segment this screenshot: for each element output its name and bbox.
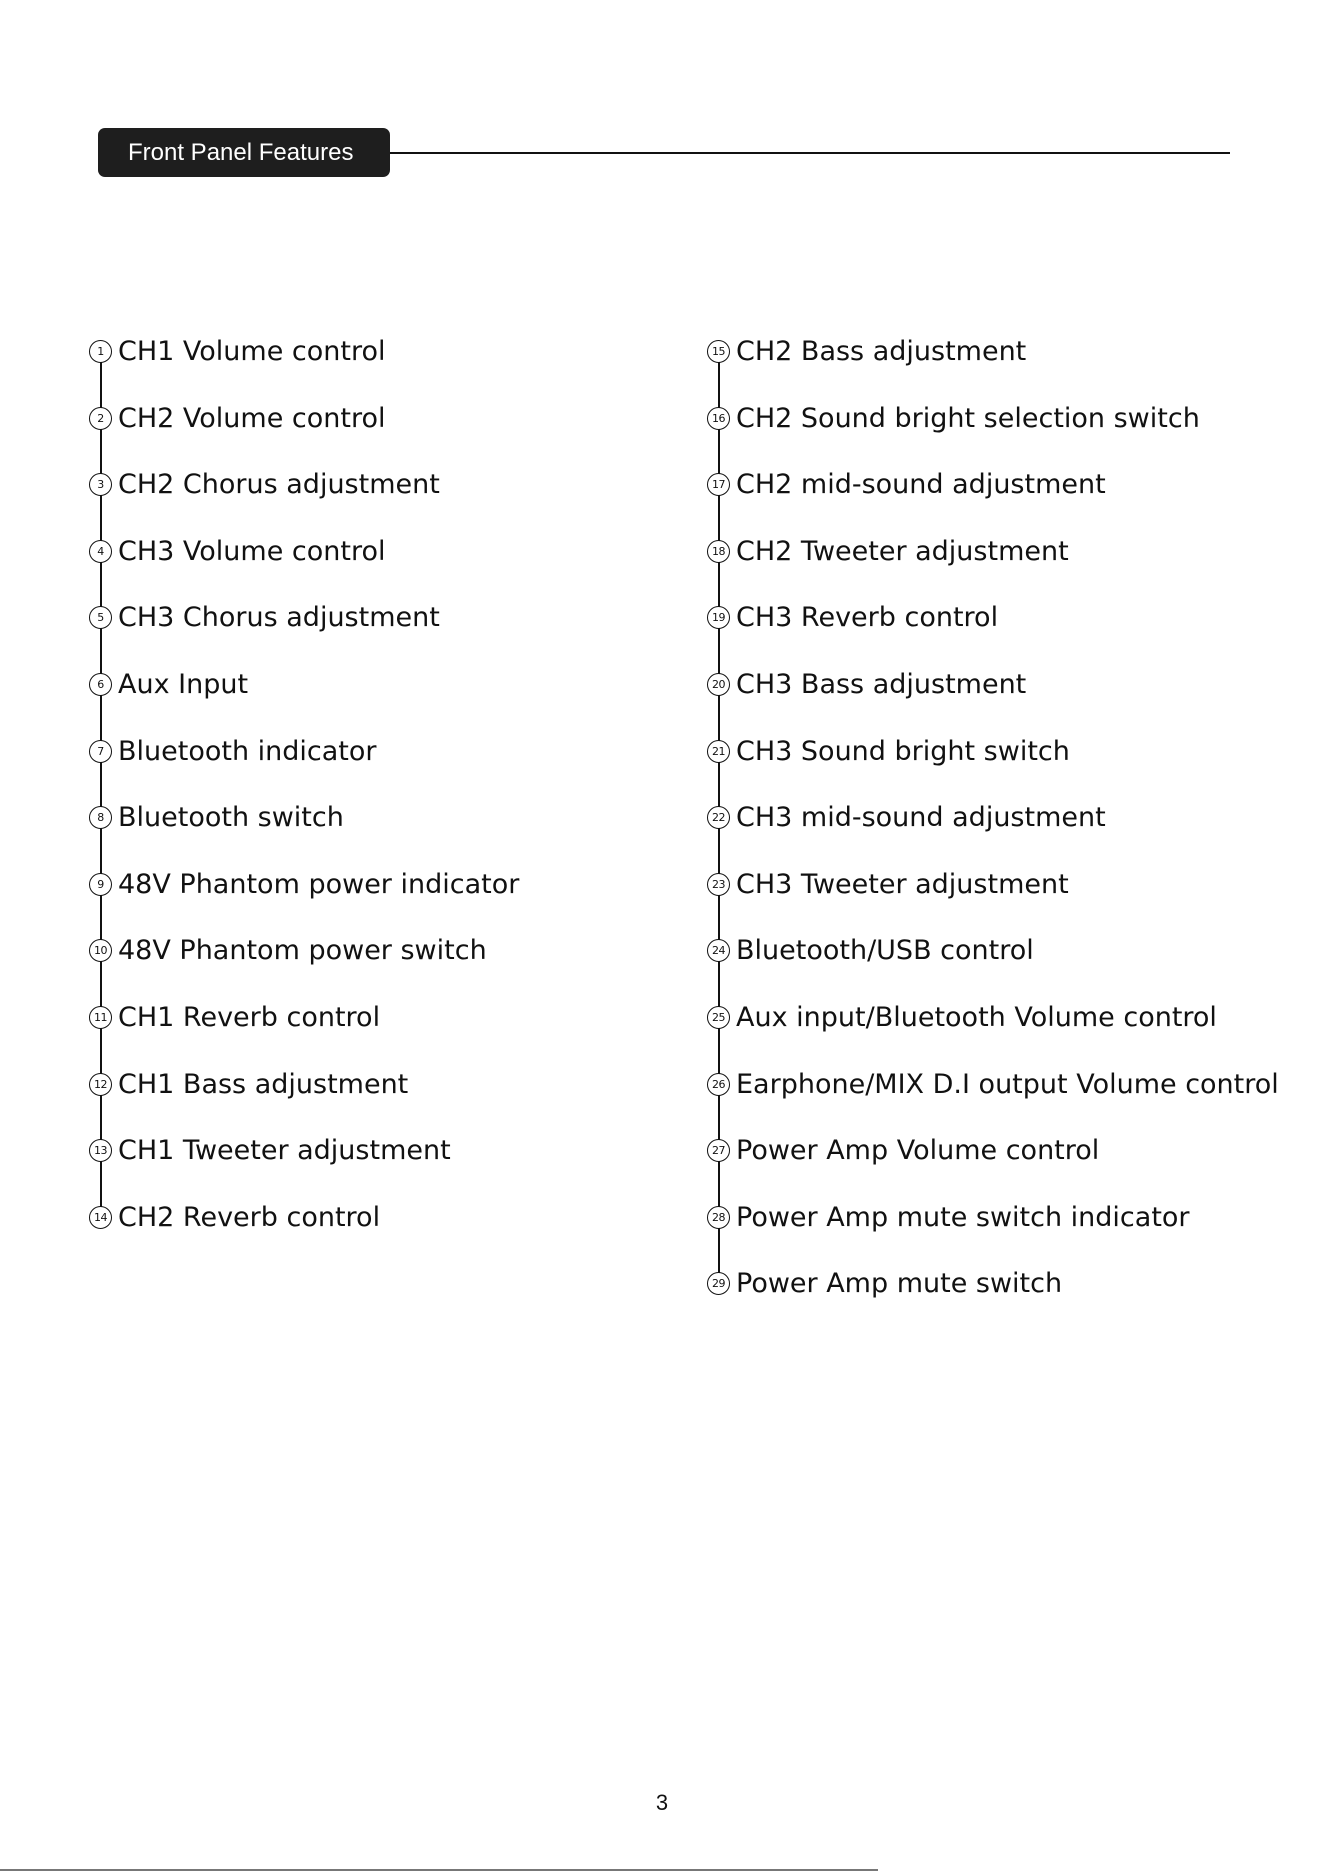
feature-number-badge: 20 [707, 673, 730, 696]
feature-label: CH1 Reverb control [118, 1002, 381, 1033]
feature-label: CH2 Tweeter adjustment [736, 535, 1069, 567]
feature-item [707, 935, 1034, 967]
feature-item [707, 1004, 1217, 1031]
feature-label: CH3 Sound bright switch [736, 735, 1070, 767]
feature-label: CH3 Bass adjustment [736, 669, 1027, 700]
feature-label: CH2 Reverb control [118, 1201, 381, 1233]
feature-label: CH2 Sound bright selection switch [736, 402, 1200, 434]
feature-label: Aux input/Bluetooth Volume control [736, 1002, 1217, 1033]
feature-number-badge: 24 [707, 939, 730, 962]
feature-label: CH2 Volume control [118, 402, 386, 434]
feature-number-badge: 23 [707, 873, 730, 896]
feature-label: Power Amp mute switch [736, 1268, 1063, 1300]
feature-item [707, 735, 1070, 767]
feature-item [707, 802, 1106, 834]
feature-item [707, 1135, 1100, 1167]
feature-number-badge: 25 [707, 1006, 730, 1029]
feature-number-badge: 12 [89, 1073, 112, 1096]
feature-number-badge: 10 [89, 939, 112, 962]
page-number: 3 [655, 1790, 669, 1815]
feature-label: CH3 Tweeter adjustment [736, 868, 1069, 900]
feature-item [707, 868, 1069, 900]
feature-item [707, 671, 1026, 698]
feature-number-badge: 8 [89, 806, 112, 829]
feature-number-badge: 3 [89, 473, 112, 496]
feature-label: CH2 Chorus adjustment [118, 469, 440, 501]
feature-number-badge: 11 [89, 1006, 112, 1029]
feature-number-badge: 22 [707, 806, 730, 829]
feature-item [707, 1201, 1190, 1233]
feature-number-badge: 4 [89, 540, 112, 563]
feature-label: CH2 mid-sound adjustment [736, 469, 1106, 501]
feature-number-badge: 28 [707, 1206, 730, 1229]
feature-number-badge: 17 [707, 473, 730, 496]
feature-label: CH3 Volume control [118, 535, 386, 567]
feature-item [707, 338, 1026, 365]
feature-label: CH1 Bass adjustment [118, 1068, 409, 1100]
feature-number-badge: 27 [707, 1139, 730, 1162]
feature-label: CH3 Chorus adjustment [118, 602, 440, 634]
feature-item [707, 402, 1200, 434]
footer-divider [0, 1869, 878, 1871]
feature-number-badge: 6 [89, 673, 112, 696]
feature-label: CH1 Tweeter adjustment [118, 1135, 451, 1167]
feature-number-badge: 1 [89, 340, 112, 363]
feature-number-badge: 21 [707, 740, 730, 763]
feature-number-badge: 29 [707, 1272, 730, 1295]
feature-number-badge: 14 [89, 1206, 112, 1229]
feature-label: Bluetooth/USB control [736, 935, 1034, 967]
feature-label: Power Amp Volume control [736, 1135, 1100, 1167]
feature-label: CH3 Reverb control [736, 602, 999, 634]
feature-item [707, 602, 999, 634]
feature-label: 48V Phantom power indicator [118, 868, 520, 900]
feature-label: CH2 Bass adjustment [736, 336, 1027, 367]
feature-number-badge: 15 [707, 340, 730, 363]
feature-label: Earphone/MIX D.I output Volume control [736, 1068, 1279, 1100]
feature-label: Aux Input [118, 669, 249, 700]
section-title-text: Front Panel Features [128, 138, 354, 166]
feature-item [707, 469, 1106, 501]
feature-item [707, 535, 1069, 567]
feature-number-badge: 26 [707, 1073, 730, 1096]
feature-number-badge: 5 [89, 606, 112, 629]
feature-item [707, 1068, 1279, 1100]
feature-number-badge: 7 [89, 740, 112, 763]
feature-label: CH1 Volume control [118, 336, 386, 367]
feature-number-badge: 18 [707, 540, 730, 563]
feature-label: Power Amp mute switch indicator [736, 1201, 1190, 1233]
feature-label: Bluetooth indicator [118, 735, 377, 767]
feature-item [707, 1268, 1063, 1300]
feature-number-badge: 9 [89, 873, 112, 896]
feature-label: CH3 mid-sound adjustment [736, 802, 1106, 834]
feature-number-badge: 13 [89, 1139, 112, 1162]
feature-label: Bluetooth switch [118, 802, 344, 834]
feature-label: 48V Phantom power switch [118, 935, 487, 967]
feature-number-badge: 2 [89, 407, 112, 430]
feature-number-badge: 16 [707, 407, 730, 430]
feature-number-badge: 19 [707, 606, 730, 629]
